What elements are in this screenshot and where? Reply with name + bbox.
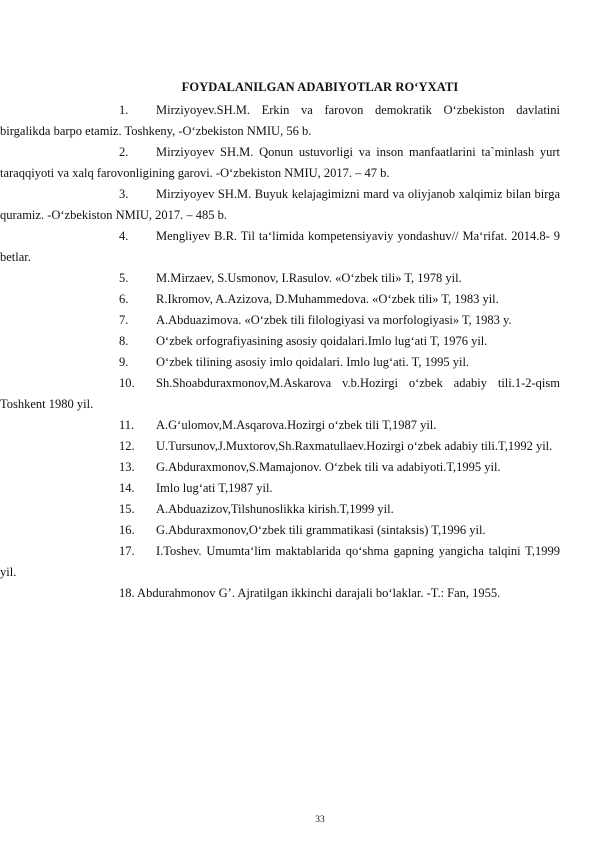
reference-item-5	[0, 268, 560, 289]
reference-item-9	[0, 352, 560, 373]
reference-item-3	[0, 184, 560, 226]
reference-number: 6.	[119, 292, 129, 306]
reference-list	[0, 100, 560, 604]
reference-text: A.Abduazizov,Tilshunoslikka kirish.T,1999 yil.	[156, 502, 394, 516]
reference-text: O‘zbek tilining asosiy imlo qoidalari. Imlo lug‘ati. T, 1995 yil.	[156, 355, 470, 369]
reference-number: 15.	[119, 502, 135, 516]
reference-text: R.Ikromov, A.Azizova, D.Muhammedova. «O‘zbek tili» T, 1983 yil.	[156, 292, 499, 306]
reference-number: 11.	[119, 418, 135, 432]
reference-text: 18. Abdurahmonov G’. Ajratilgan ikkinchi darajali bo‘laklar. -T.: Fan, 1955.	[119, 586, 501, 600]
reference-number: 2.	[119, 145, 129, 159]
reference-item-1	[0, 100, 560, 142]
reference-text: O‘zbek orfografiyasining asosiy qoidalari.Imlo lug‘ati T, 1976 yil.	[156, 334, 488, 348]
reference-text: Mirziyoyev SH.M. Buyuk kelajagimizni mard va oliyjanob xalqimiz bilan birga quramiz. -O‘zbekiston NMIU, 2017. – 485 b.	[0, 187, 560, 222]
reference-number: 9.	[119, 355, 129, 369]
reference-number: 14.	[119, 481, 135, 495]
reference-text: G.Abduraxmonov,O‘zbek tili grammatikasi (sintaksis) T,1996 yil.	[156, 523, 486, 537]
reference-item-18	[0, 583, 560, 604]
reference-text: A.G‘ulomov,M.Asqarova.Hozirgi o‘zbek tili T,1987 yil.	[156, 418, 437, 432]
reference-number: 13.	[119, 460, 135, 474]
reference-text: Mirziyoyev SH.M. Qonun ustuvorligi va inson manfaatlarini ta`minlash yurt taraqqiyoti va xalq farovonligining garovi. -O‘zbekiston NMIU, 2017. – 47 b.	[0, 145, 560, 180]
reference-item-6	[0, 289, 560, 310]
reference-item-10	[0, 373, 560, 415]
reference-item-8	[0, 331, 560, 352]
reference-item-12	[0, 436, 560, 457]
reference-number: 4.	[119, 229, 129, 243]
reference-item-17	[0, 541, 560, 583]
reference-item-2	[0, 142, 560, 184]
reference-number: 10.	[119, 376, 135, 390]
reference-number: 16.	[119, 523, 135, 537]
reference-text: Sh.Shoabduraxmonov,M.Askarova v.b.Hozirgi o‘zbek adabiy tili.1-2-qism Toshkent 1980 yil.	[0, 376, 560, 411]
reference-item-16	[0, 520, 560, 541]
reference-text: Imlo lug‘ati T,1987 yil.	[156, 481, 273, 495]
reference-number: 3.	[119, 187, 129, 201]
reference-number: 12.	[119, 439, 135, 453]
reference-text: M.Mirzaev, S.Usmonov, I.Rasulov. «O‘zbek tili» T, 1978 yil.	[156, 271, 462, 285]
reference-text: Mengliyev B.R. Til ta‘limida kompetensiyaviy yondashuv// Ma‘rifat. 2014.8- 9 betlar.	[0, 229, 560, 264]
reference-item-4	[0, 226, 560, 268]
reference-item-13	[0, 457, 560, 478]
reference-item-15	[0, 499, 560, 520]
reference-number: 8.	[119, 334, 129, 348]
reference-number: 7.	[119, 313, 129, 327]
reference-number: 1.	[119, 103, 129, 117]
reference-number: 5.	[119, 271, 129, 285]
page-title: FOYDALANILGAN ADABIYOTLAR RO‘YXATI	[181, 80, 459, 94]
reference-text: G.Abduraxmonov,S.Mamajonov. O‘zbek tili va adabiyoti.T,1995 yil.	[156, 460, 501, 474]
reference-item-14	[0, 478, 560, 499]
page-number: 33	[315, 815, 325, 825]
reference-item-11	[0, 415, 560, 436]
reference-text: Mirziyoyev.SH.M. Erkin va farovon demokratik O‘zbekiston davlatini birgalikda barpo etamiz. Toshkeny, -O‘zbekiston NMIU, 56 b.	[0, 103, 560, 138]
reference-item-7	[0, 310, 560, 331]
reference-text: A.Abduazimova. «O‘zbek tili filologiyasi va morfologiyasi» T, 1983 y.	[156, 313, 512, 327]
reference-text: U.Tursunov,J.Muxtorov,Sh.Raxmatullaev.Hozirgi o‘zbek adabiy tili.T,1992 yil.	[156, 439, 553, 453]
reference-number: 17.	[119, 544, 135, 558]
reference-text: I.Toshev. Umumta‘lim maktablarida qo‘shma gapning yangicha talqini T,1999 yil.	[0, 544, 560, 579]
